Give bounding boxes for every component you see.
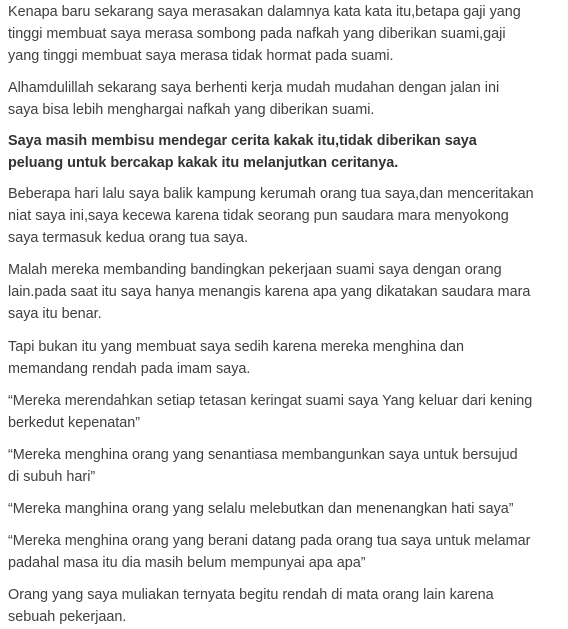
- text-line: Beberapa hari lalu saya balik kampung kerumah orang tua saya,dan menceritakan: [8, 186, 534, 202]
- text-line: di subuh hari”: [8, 469, 96, 485]
- paragraph: [8, 259, 530, 325]
- text-line: “Mereka menghina orang yang berani datang pada orang tua saya untuk melamar: [8, 533, 531, 549]
- paragraph-bold: [8, 130, 477, 174]
- text-line: peluang untuk bercakap kakak itu melanjutkan ceritanya.: [8, 155, 399, 171]
- text-line: berkedut kepenatan”: [8, 415, 141, 431]
- paragraph: [8, 584, 494, 628]
- text-line: Saya masih membisu mendegar cerita kakak itu,tidak diberikan saya: [8, 133, 477, 149]
- text-line: “Mereka manghina orang yang selalu melebutkan dan menenangkan hati saya”: [8, 501, 514, 517]
- paragraph-quote: [8, 498, 514, 520]
- paragraph-quote: [8, 444, 518, 488]
- paragraph-quote: [8, 530, 530, 574]
- text-line: tinggi membuat saya merasa sombong pada nafkah yang diberikan suami,gaji: [8, 26, 506, 42]
- text-line: Kenapa baru sekarang saya merasakan dalamnya kata kata itu,betapa gaji yang: [8, 4, 521, 20]
- paragraph: [8, 77, 499, 121]
- paragraph: [8, 183, 534, 249]
- text-line: Alhamdulillah sekarang saya berhenti kerja mudah mudahan dengan jalan ini: [8, 80, 500, 96]
- text-line: memandang rendah pada imam saya.: [8, 361, 251, 377]
- text-line: Malah mereka membanding bandingkan pekerjaan suami saya dengan orang: [8, 262, 502, 278]
- text-line: saya bisa lebih menghargai nafkah yang diberikan suami.: [8, 102, 375, 118]
- text-line: yang tinggi membuat saya merasa tidak hormat pada suami.: [8, 48, 394, 64]
- text-line: niat saya ini,saya kecewa karena tidak seorang pun saudara mara menyokong: [8, 208, 509, 224]
- paragraph-quote: [8, 390, 532, 434]
- paragraph: [8, 1, 521, 67]
- text-line: lain.pada saat itu saya hanya menangis karena apa yang dikatakan saudara mara: [8, 284, 531, 300]
- text-line: padahal masa itu dia masih belum mempunyai apa apa”: [8, 555, 366, 571]
- text-line: saya itu benar.: [8, 306, 102, 322]
- text-line: “Mereka menghina orang yang senantiasa membangunkan saya untuk bersujud: [8, 447, 518, 463]
- text-line: Tapi bukan itu yang membuat saya sedih karena mereka menghina dan: [8, 339, 464, 355]
- text-line: sebuah pekerjaan.: [8, 609, 127, 625]
- text-line: Orang yang saya muliakan ternyata begitu rendah di mata orang lain karena: [8, 587, 494, 603]
- paragraph: [8, 336, 464, 380]
- text-line: “Mereka merendahkan setiap tetasan keringat suami saya Yang keluar dari kening: [8, 393, 533, 409]
- text-line: saya termasuk kedua orang tua saya.: [8, 230, 248, 246]
